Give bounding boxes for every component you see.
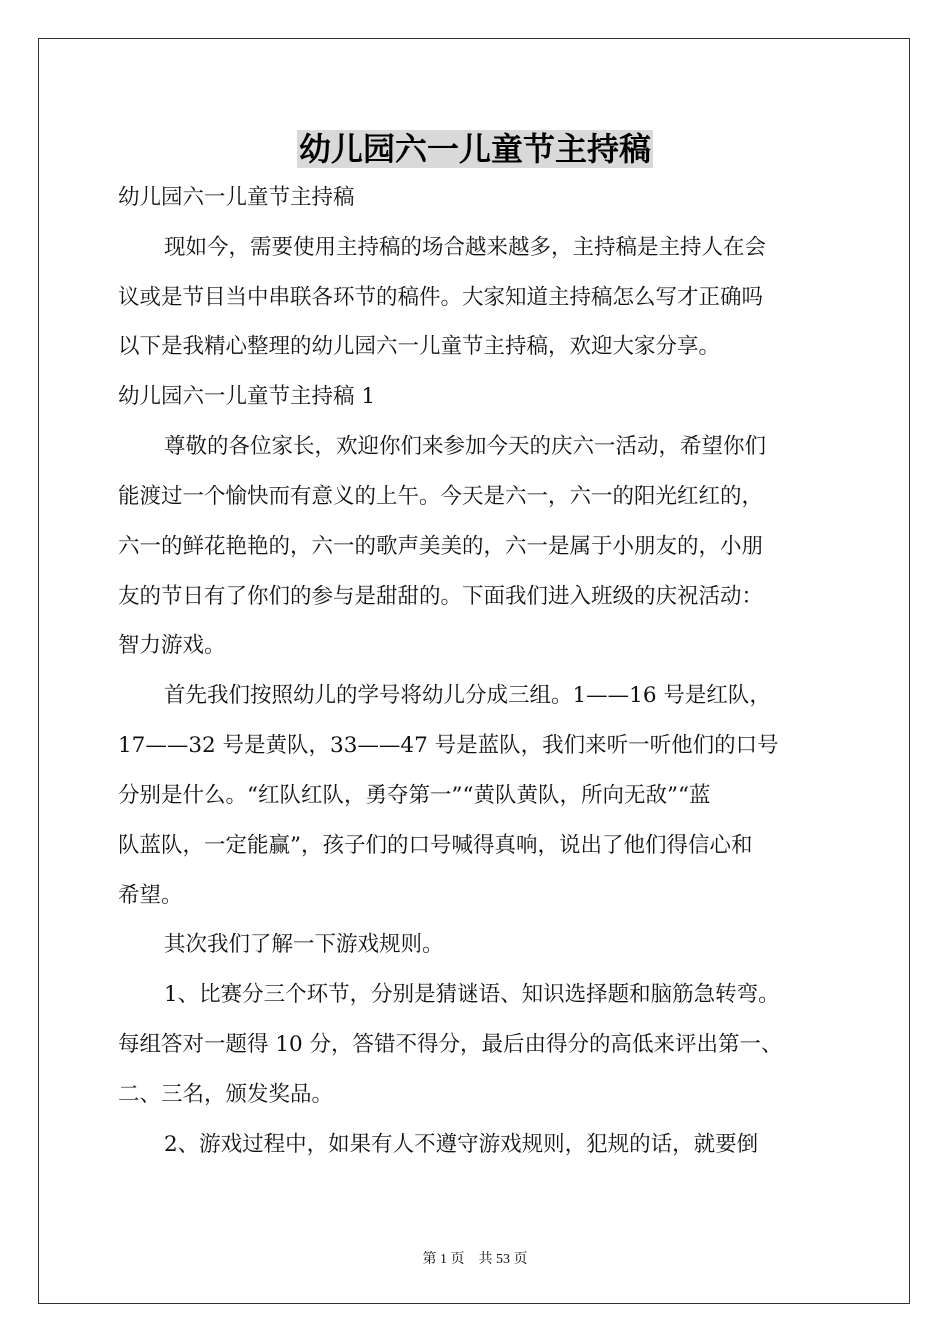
page-footer: 第 1 页 共 53 页 [422, 1252, 528, 1267]
text-line: 希望。 [118, 883, 183, 908]
text-line: 智力游戏。 [118, 633, 226, 658]
text-line: 首先我们按照幼儿的学号将幼儿分成三组。1——16 号是红队， [164, 683, 771, 708]
text-line: 1、比赛分三个环节，分别是猜谜语、知识选择题和脑筋急转弯。 [164, 982, 780, 1007]
text-line: 其次我们了解一下游戏规则。 [164, 932, 444, 957]
document-title: 幼儿园六一儿童节主持稿 [298, 130, 651, 168]
text-line: 议或是节目当中串联各环节的稿件。大家知道主持稿怎么写才正确吗 [118, 285, 764, 310]
text-line: 2、游戏过程中，如果有人不遵守游戏规则，犯规的话，就要倒 [164, 1132, 759, 1157]
text-line: 二、三名，颁发奖品。 [118, 1082, 334, 1107]
text-line: 队蓝队，一定能赢”，孩子们的口号喊得真响，说出了他们得信心和 [118, 833, 753, 858]
text-line: 六一的鲜花艳艳的，六一的歌声美美的，六一是属于小朋友的，小朋 [118, 534, 764, 559]
text-line: 能渡过一个愉快而有意义的上午。今天是六一，六一的阳光红红的， [118, 484, 764, 509]
text-line: 分别是什么。“红队红队，勇夺第一”“黄队黄队，所向无敌”“蓝 [118, 783, 711, 808]
text-line: 现如今，需要使用主持稿的场合越来越多，主持稿是主持人在会 [164, 235, 767, 260]
text-line: 17——32 号是黄队，33——47 号是蓝队，我们来听一听他们的口号 [118, 733, 779, 758]
text-line: 幼儿园六一儿童节主持稿 [118, 185, 355, 210]
page-border [38, 38, 910, 1304]
text-line: 以下是我精心整理的幼儿园六一儿童节主持稿，欢迎大家分享。 [118, 334, 721, 359]
text-line: 幼儿园六一儿童节主持稿 1 [118, 384, 376, 409]
text-line: 尊敬的各位家长，欢迎你们来参加今天的庆六一活动，希望你们 [164, 434, 767, 459]
text-line: 每组答对一题得 10 分，答错不得分，最后由得分的高低来评出第一、 [118, 1032, 783, 1057]
text-line: 友的节日有了你们的参与是甜甜的。下面我们进入班级的庆祝活动： [118, 584, 764, 609]
